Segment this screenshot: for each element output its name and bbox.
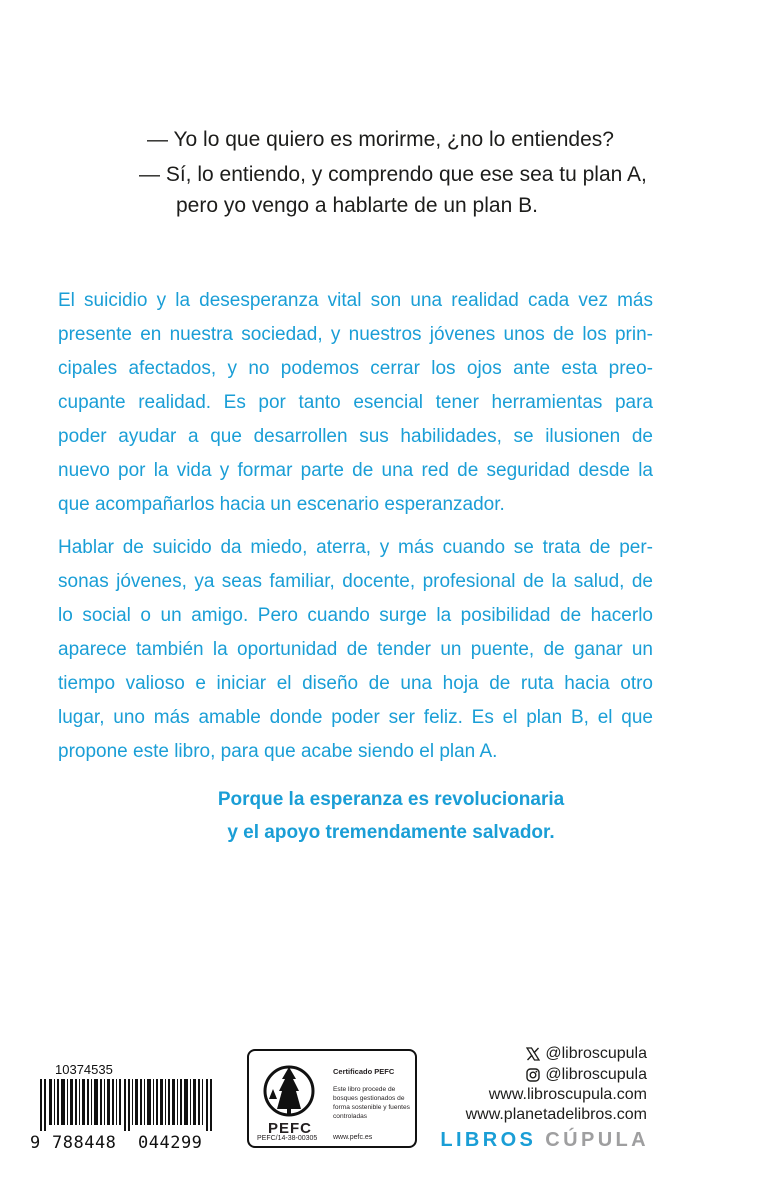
x-handle-row[interactable]	[526, 1045, 647, 1063]
paragraph-line: sonas jóvenes, ya seas familiar, docente, profesional de la salud, de	[58, 571, 653, 592]
highlight-line-1: Porque la esperanza es revolucionaria	[217, 789, 565, 810]
barcode-digit-first: 9	[30, 1133, 41, 1153]
dialogue-line-1: — Yo lo que quiero es morirme, ¿no lo entiendes?	[147, 128, 614, 151]
barcode-digit-group-1: 788448	[52, 1133, 117, 1153]
paragraph-2	[58, 531, 653, 769]
paragraph-line: que acompañarlos hacia un escenario esperanzador.	[58, 494, 505, 515]
publisher-logo-part-2: CÚPULA	[545, 1129, 649, 1151]
paragraph-1	[58, 284, 653, 522]
barcode-icon	[30, 1079, 222, 1131]
paragraph-line: cupante realidad. Es por tanto esencial tener herramientas para	[58, 392, 653, 413]
dialogue-line-3: pero yo vengo a hablarte de un plan B.	[176, 194, 538, 217]
pefc-logo-icon	[259, 1063, 319, 1125]
website-link-libroscupula[interactable]: www.libroscupula.com	[488, 1086, 647, 1103]
paragraph-line: aparece también la oportunidad de tender un puente, de ganar un	[58, 639, 653, 660]
paragraph-line: nuevo por la vida y formar parte de una red de seguridad desde la	[58, 460, 653, 481]
instagram-handle-row[interactable]	[526, 1066, 647, 1084]
paragraph-line: presente en nuestra sociedad, y nuestros jóvenes unos de los prin-	[58, 324, 653, 345]
highlight-line-2: y el apoyo tremendamente salvador.	[227, 822, 555, 843]
paragraph-line: Hablar de suicido da miedo, aterra, y más cuando se trata de per-	[58, 537, 653, 558]
pefc-title: Certificado PEFC	[333, 1067, 395, 1076]
paragraph-line: poder ayudar a que desarrollen sus habilidades, se ilusionen de	[58, 426, 653, 447]
pefc-description: Este libro procede de bosques gestionados de forma sostenible y fuentes controladas	[333, 1086, 410, 1120]
pefc-url: www.pefc.es	[333, 1134, 373, 1141]
paragraph-line: lugar, uno más amable donde poder ser feliz. Es el plan B, el que	[58, 707, 653, 728]
internal-code: 10374535	[55, 1062, 113, 1077]
paragraph-line: tiempo valioso e iniciar el diseño de una hoja de ruta hacia otro	[58, 673, 653, 694]
dialogue-line-2: — Sí, lo entiendo, y comprendo que ese sea tu plan A,	[139, 163, 647, 186]
paragraph-line: lo social o un amigo. Pero cuando surge la posibilidad de hacerlo	[58, 605, 653, 626]
publisher-logo	[440, 1129, 649, 1152]
paragraph-line: cipales afectados, y no podemos cerrar los ojos ante esta preo-	[58, 358, 653, 379]
x-handle[interactable]: @libroscupula	[545, 1045, 647, 1062]
instagram-handle[interactable]: @libroscupula	[545, 1066, 647, 1083]
instagram-icon	[526, 1068, 540, 1082]
pefc-logo-word: PEFC	[267, 1120, 312, 1137]
pefc-code: PEFC/14-38-00305	[257, 1135, 318, 1142]
pefc-certification-box	[247, 1049, 417, 1148]
paragraph-line: El suicidio y la desesperanza vital son una realidad cada vez más	[58, 290, 653, 311]
barcode-digit-group-2: 044299	[138, 1133, 203, 1153]
x-logo-icon	[526, 1047, 540, 1061]
publisher-logo-part-1: LIBROS	[440, 1129, 537, 1151]
paragraph-line: propone este libro, para que acabe siendo el plan A.	[58, 741, 498, 762]
website-link-planetadelibros[interactable]: www.planetadelibros.com	[465, 1106, 647, 1123]
